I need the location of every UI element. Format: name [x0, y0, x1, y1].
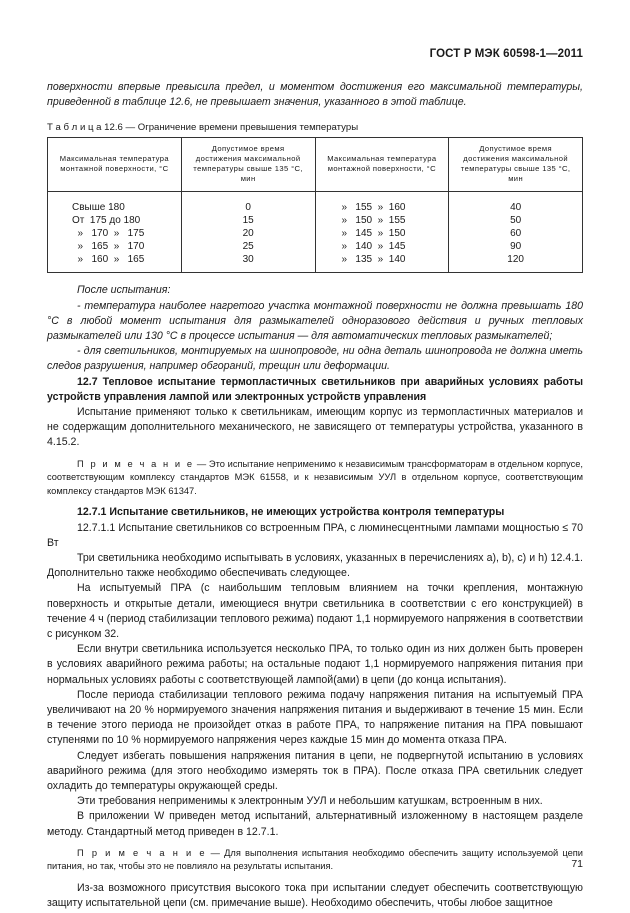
table-value: » 135 » 140: [341, 253, 406, 265]
table-cell-col1: [48, 192, 182, 273]
table-cell-col4: [449, 192, 583, 273]
table-value: 40: [510, 202, 522, 214]
body-paragraph: Три светильника необходимо испытывать в условиях, указанных в перечислениях a), b), c) и h) 12.4.1. Дополнительно также необходимо обеспечивать следующее.: [47, 552, 583, 580]
after-test-item: - для светильников, монтируемых на шинопроводе, ни одна деталь шинопровода не должна иметь следов разрушения, например обгораний, трещин или деформации.: [47, 345, 583, 373]
table-value: 60: [510, 228, 522, 239]
table-cell-col3: [315, 192, 449, 273]
table-value: 25: [242, 240, 254, 252]
table-header-cell: Допустимое время достижения максимальной температуры свыше 135 °С, мин: [181, 138, 315, 192]
table-header-row: [48, 138, 583, 192]
table-value: От 175 до 180: [72, 215, 141, 227]
table-value: 20: [242, 228, 254, 239]
intro-paragraph: поверхности впервые превысила предел, и моментом достижения его максимальной температуры, приведенной в таблице 12.6, не превышает значения, указанного в этой таблице.: [47, 81, 583, 109]
table-caption: [47, 122, 583, 133]
note-label: П р и м е ч а н и е: [77, 458, 195, 469]
table-value: » 165 » 170: [72, 240, 145, 252]
table-value: » 150 » 155: [341, 215, 406, 227]
table-value: » 140 » 145: [341, 240, 406, 252]
table-header-cell: Допустимое время достижения максимальной температуры свыше 135 °С, мин: [449, 138, 583, 192]
document-code: ГОСТ Р МЭК 60598-1—2011: [429, 48, 583, 60]
body-paragraph: Эти требования неприменимы к электронным УУЛ и небольшим катушкам, встроенным в них.: [77, 795, 543, 808]
table-cell-col2: [181, 192, 315, 273]
table-value: 30: [242, 253, 254, 265]
note-paragraph: [47, 847, 583, 874]
table-value: » 145 » 150: [341, 228, 406, 239]
table-value: 15: [242, 215, 254, 227]
table-header-cell: Максимальная температура монтажной поверхности, °С: [315, 138, 449, 192]
page-number: 71: [571, 858, 583, 870]
note-label: П р и м е ч а н и е: [77, 847, 207, 858]
table-caption-text: 12.6 — Ограничение времени превышения температуры: [101, 122, 359, 134]
table-value: 90: [510, 240, 522, 252]
table-header-cell: Максимальная температура монтажной поверхности, °С: [48, 138, 182, 192]
table-value: 120: [507, 253, 524, 265]
body-paragraph: Из-за возможного присутствия высокого тока при испытании следует обеспечить соответствующую защиту испытательной цепи (см. примечание выше). Необходимо обеспечить, чтобы любое защитное: [47, 882, 583, 910]
table-value: Свыше 180: [72, 202, 125, 214]
section-heading: 12.7.1 Испытание светильников, не имеющих устройства контроля температуры: [77, 506, 505, 519]
note-text: — Это испытание неприменимо к независимым трансформаторам в отдельном корпусе, соответствующим комплексу стандартов МЭК 61558, и к независимым УУЛ в отдельном корпусе, соответствующим комплексу стандартов МЭК 61347.: [47, 458, 583, 496]
body-paragraph: Следует избегать повышения напряжения питания в цепи, не подвергнутой испытанию в условиях аварийного режима (для этого необходимо измерять ток в ПРА). После отказа ПРА светильник следует охладить до температуры окружающей среды.: [47, 749, 583, 793]
note-paragraph: [47, 458, 583, 499]
temperature-limit-table: [47, 137, 583, 273]
table-row: [48, 192, 583, 273]
body-paragraph: После периода стабилизации теплового режима подачу напряжения питания на испытуемый ПРА увеличивают на 20 % нормируемого значения напряжения питания и выдерживают в течение 15 мин. Если в течение этого периода не произойдет отказ в работе ПРА, то напряжение питания на ПРА повышают ступенями по 10 % нормируемого напряжения через каждые 15 мин до момента отказа ПРА.: [47, 688, 583, 747]
body-paragraph: 12.7.1.1 Испытание светильников со встроенным ПРА, с люминесцентными лампами мощностью ≤ 70 Вт: [47, 521, 583, 549]
table-value: 0: [245, 202, 251, 214]
table-value: » 155 » 160: [341, 202, 406, 214]
body-paragraph: На испытуемый ПРА (с наибольшим тепловым влиянием на точки крепления, монтажную поверхность и открытые детали, имеющиеся внутри светильника в соответствии с его конструкцией) в течение 4 ч (период стабилизации теплового режима) подают 1,1 нормируемого напряжения в соответствии с рисунком 32.: [47, 582, 583, 641]
after-test-title: После испытания:: [77, 284, 171, 297]
body-paragraph: Испытание применяют только к светильникам, имеющим корпус из термопластичных материалов и не содержащим дополнительного механического, не зависящего от температуры устройства, указанного в 4.15.2.: [47, 406, 583, 449]
section-heading: 12.7 Тепловое испытание термопластичных светильников при аварийных условиях работы устройств управления лампой или электронных устройств управления: [47, 375, 583, 403]
table-caption-prefix: Т а б л и ц а: [47, 122, 102, 134]
table-value: 50: [510, 215, 522, 227]
table-value: » 160 » 165: [72, 253, 145, 265]
page-content: [47, 80, 583, 911]
body-paragraph: В приложении W приведен метод испытаний, альтернативный изложенному в настоящем разделе методу. Стандартный метод приведен в 12.7.1.: [47, 810, 583, 838]
table-value: » 170 » 175: [72, 228, 145, 239]
after-test-item: - температура наиболее нагретого участка монтажной поверхности не должна превышать 180 °С в любой момент испытания для размыкателей одноразового действия и ручных тепловых размыкателей или 130 °С в процессе испытания — для автоматических тепловых размыкателей;: [47, 299, 583, 342]
body-paragraph: Если внутри светильника используется несколько ПРА, то только один из них должен быть проверен в условиях аварийного режима работы; на остальные подают 1,1 нормируемого напряжения питания при нормальных условиях работы с соответствующей лампой(ами) в цепи (до конца испытания).: [47, 643, 583, 686]
note-text: — Для выполнения испытания необходимо обеспечить защиту используемой цепи питания, но так, чтобы это не повлияло на результаты испытания.: [47, 847, 583, 872]
